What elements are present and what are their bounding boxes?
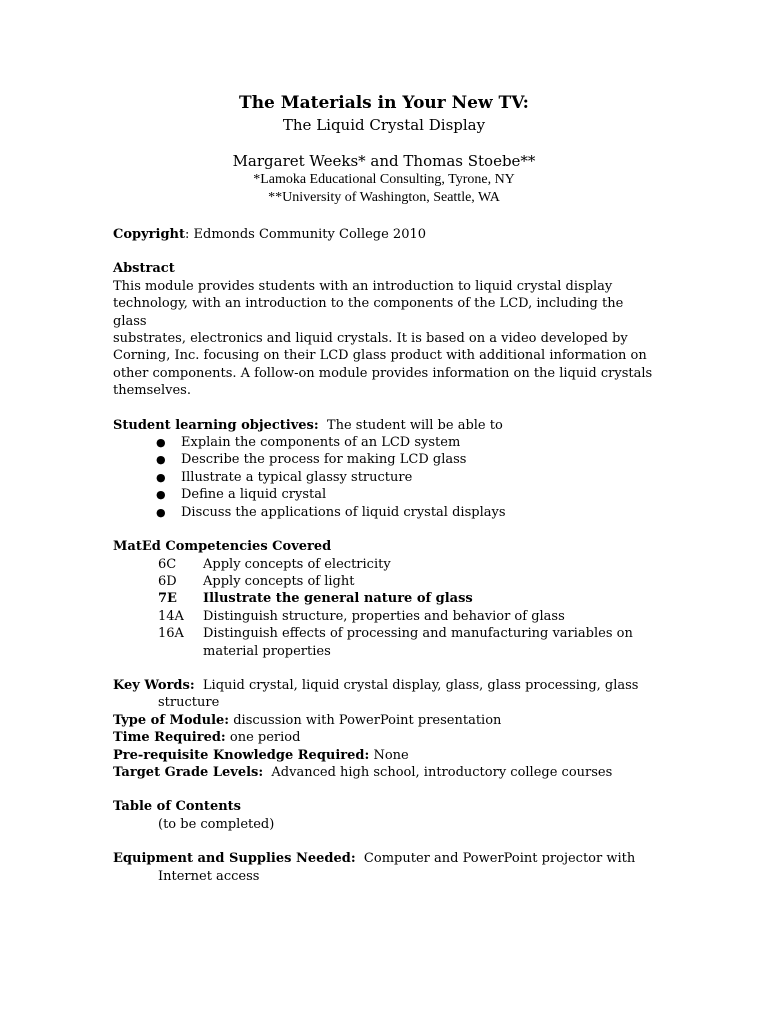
list-item: [113, 434, 653, 451]
objectives-intro: The student will be able to: [318, 417, 503, 433]
toc-text: (to be completed): [158, 816, 275, 832]
abstract-line: Corning, Inc. focusing on their LCD glass product with additional information on: [113, 348, 647, 364]
competency-text: Distinguish structure, properties and behavior of glass: [203, 608, 565, 624]
competency-code: 7E: [158, 591, 177, 607]
competency-text: Apply concepts of light: [203, 573, 355, 589]
bullet-icon: ●: [156, 505, 166, 519]
toc-heading: Table of Contents: [113, 799, 241, 815]
grade-text: Advanced high school, introductory college courses: [263, 764, 613, 780]
competency-code: 16A: [158, 626, 184, 642]
equipment-text: Computer and PowerPoint projector with: [355, 851, 636, 867]
competency-row: [113, 608, 653, 625]
competency-row: [113, 573, 653, 590]
competency-code: 6D: [158, 573, 177, 589]
objective-text: Discuss the applications of liquid crystal displays: [181, 504, 506, 520]
bullet-icon: ●: [156, 470, 166, 484]
prereq-line: [113, 747, 653, 764]
module-type-label: Type of Module:: [113, 712, 230, 728]
competency-text: Illustrate the general nature of glass: [203, 591, 473, 607]
objective-text: Illustrate a typical glassy structure: [181, 469, 413, 485]
equipment-line: [113, 850, 653, 867]
objective-text: Explain the components of an LCD system: [181, 435, 461, 451]
objectives-heading: Student learning objectives:: [113, 417, 319, 433]
competencies-heading: MatEd Competencies Covered: [113, 539, 332, 555]
abstract-heading: Abstract: [113, 261, 175, 277]
competency-text: Apply concepts of electricity: [203, 556, 391, 572]
time-text: one period: [225, 730, 301, 746]
bullet-icon: ●: [156, 436, 166, 450]
details-section: [113, 677, 653, 781]
document-body: [113, 226, 653, 885]
copyright-line: [113, 226, 653, 243]
abstract-line: This module provides students with an introduction to liquid crystal display: [113, 278, 613, 294]
authors: Margaret Weeks* and Thomas Stoebe**: [232, 152, 536, 170]
abstract-line: technology, with an introduction to the components of the LCD, including the glass: [113, 296, 624, 329]
list-item: [113, 469, 653, 486]
copyright-label: Copyright: [113, 227, 185, 242]
keywords-text: Liquid crystal, liquid crystal display, glass, glass processing, glass: [194, 677, 639, 693]
equipment-continuation: Internet access: [158, 868, 260, 884]
competency-row: [113, 556, 653, 573]
competency-continuation: material properties: [203, 643, 331, 659]
time-line: [113, 729, 653, 746]
list-item: [113, 451, 653, 468]
affiliation-1: *Lamoka Educational Consulting, Tyrone, NY: [253, 172, 515, 187]
list-item: [113, 486, 653, 503]
abstract-section: [113, 260, 653, 399]
module-type-line: [113, 712, 653, 729]
competency-code: 14A: [158, 608, 184, 624]
competency-text: Distinguish effects of processing and manufacturing variables on: [203, 626, 633, 642]
grade-line: [113, 764, 653, 781]
abstract-line: other components. A follow-on module provides information on the liquid crystals: [113, 365, 653, 381]
competency-row: [113, 590, 653, 607]
keywords-line: [113, 677, 653, 694]
prereq-text: None: [369, 747, 409, 763]
competency-code: 6C: [158, 556, 177, 572]
keywords-continuation: structure: [158, 695, 220, 711]
equipment-label: Equipment and Supplies Needed:: [113, 851, 356, 867]
grade-label: Target Grade Levels:: [113, 764, 264, 780]
prereq-label: Pre-requisite Knowledge Required:: [113, 747, 370, 763]
equipment-section: [113, 850, 653, 885]
abstract-line: themselves.: [113, 383, 191, 399]
affiliation-2: **University of Washington, Seattle, WA: [268, 189, 500, 205]
list-item: [113, 504, 653, 521]
document-title: The Materials in Your New TV:: [239, 93, 529, 113]
abstract-line: substrates, electronics and liquid crystals. It is based on a video developed by: [113, 331, 628, 347]
objective-text: Define a liquid crystal: [181, 487, 327, 503]
module-type-text: discussion with PowerPoint presentation: [229, 712, 502, 728]
objective-text: Describe the process for making LCD glass: [181, 452, 467, 468]
competency-row: [113, 625, 653, 642]
objectives-section: [113, 417, 653, 521]
objectives-intro-line: [113, 417, 653, 434]
document-header: [0, 92, 768, 206]
time-label: Time Required:: [113, 730, 226, 746]
objectives-list: [113, 434, 653, 521]
keywords-label: Key Words:: [113, 677, 195, 693]
document-subtitle: The Liquid Crystal Display: [282, 116, 486, 134]
bullet-icon: ●: [156, 488, 166, 502]
competency-row-continuation: [113, 643, 653, 660]
toc-section: [113, 798, 653, 833]
bullet-icon: ●: [156, 453, 166, 467]
copyright-text: : Edmonds Community College 2010: [185, 227, 427, 242]
competencies-section: [113, 538, 653, 660]
